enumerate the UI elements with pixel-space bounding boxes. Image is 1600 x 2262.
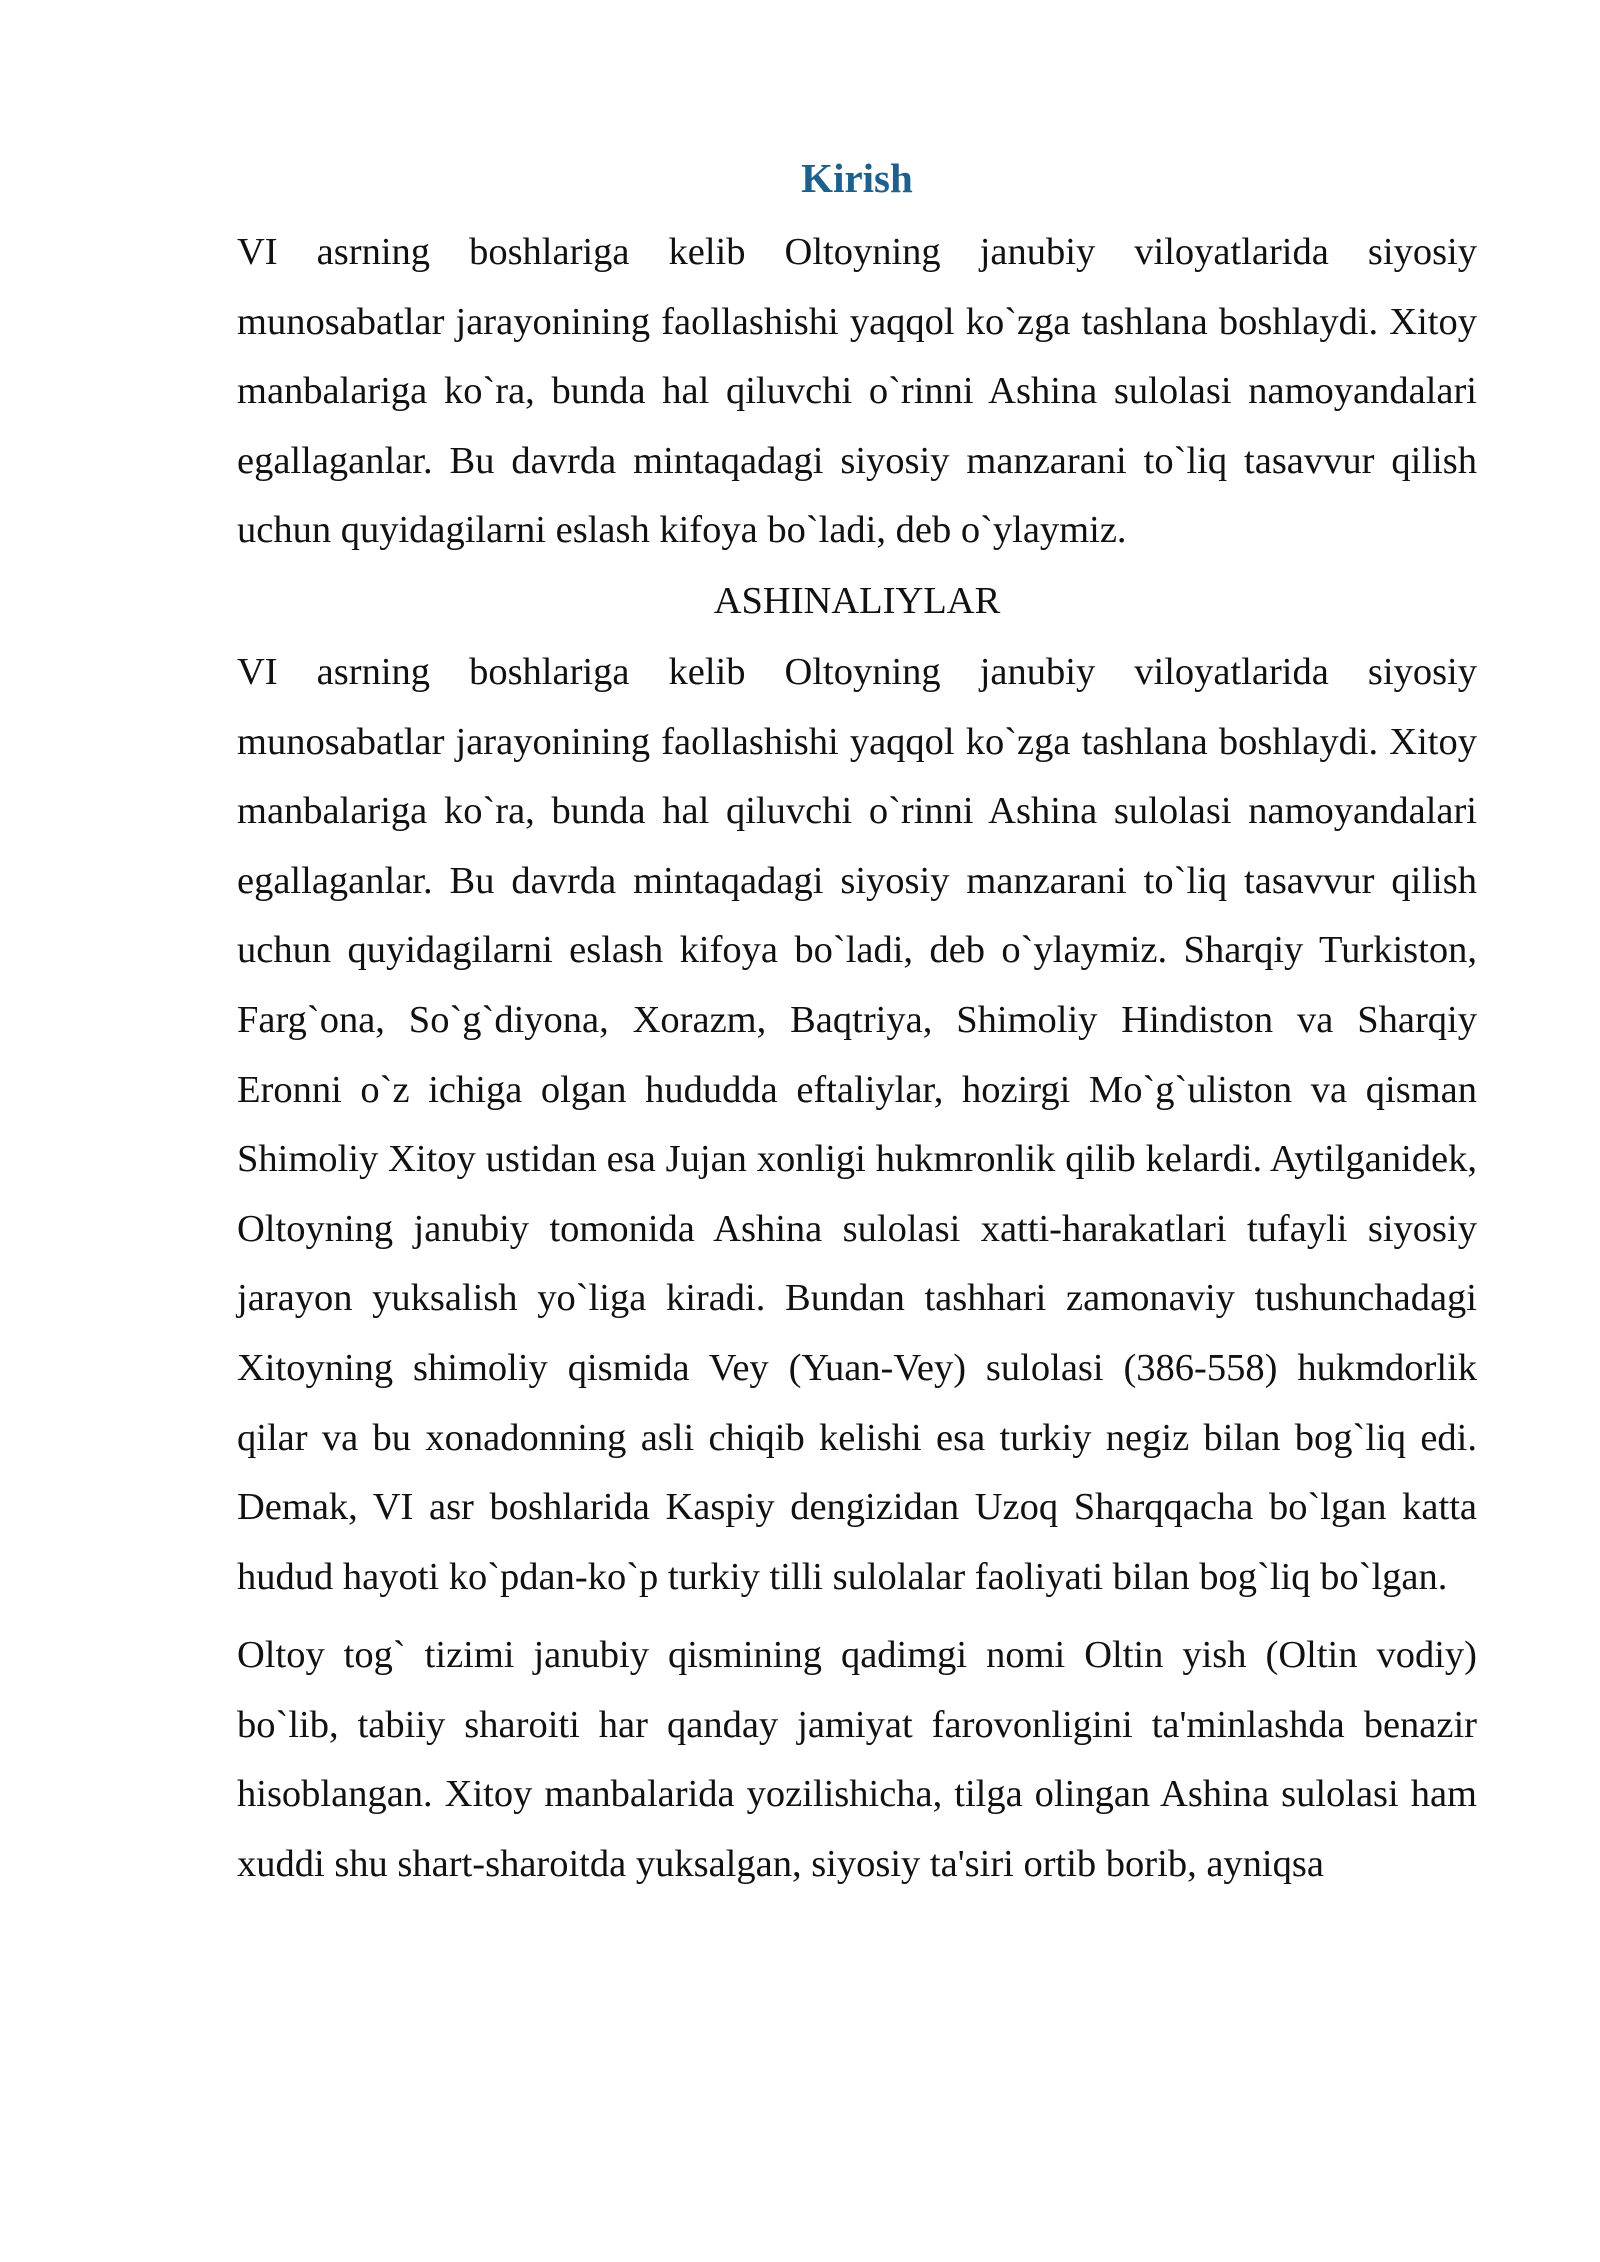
document-page bbox=[237, 148, 1477, 1900]
section-paragraph: Oltoy tog` tizimi janubiy qismining qadimgi nomi Oltin yish (Oltin vodiy) bo`lib, tabiiy sharoiti har qanday jamiyat farovonligini ta'minlashda benazir hisoblangan. Xitoy manbalarida yozilishicha, tilga olingan Ashina sulolasi ham xuddi shu shart-sharoitda yuksalgan, siyosiy ta'siri ortib borib, ayniqsa bbox=[237, 1634, 1477, 1886]
page-title: Kirish bbox=[801, 155, 913, 201]
section-paragraph: VI asrning boshlariga kelib Oltoyning janubiy viloyatlarida siyosiy munosabatlar jarayonining faollashishi yaqqol ko`zga tashlana boshlaydi. Xitoy manbalariga ko`ra, bunda hal qiluvchi o`rinni Ashina sulolasi namoyandalari egallaganlar. Bu davrda mintaqadagi siyosiy manzarani to`liq tasavvur qilish uchun quyidagilarni eslash kifoya bo`ladi, deb o`ylaymiz. Sharqiy Turkiston, Farg`ona, So`g`diyona, Xorazm, Baqtriya, Shimoliy Hindiston va Sharqiy Eronni o`z ichiga olgan hududda eftaliylar, hozirgi Mo`g`uliston va qisman Shimoliy Xitoy ustidan esa Jujan xonligi hukmronlik qilib kelardi. Aytilganidek, Oltoyning janubiy tomonida Ashina sulolasi xatti-harakatlari tufayli siyosiy jarayon yuksalish yo`liga kiradi. Bundan tashhari zamonaviy tushunchadagi Xitoyning shimoliy qismida Vey (Yuan-Vey) sulolasi (386-558) hukmdorlik qilar va bu xonadonning asli chiqib kelishi esa turkiy negiz bilan bog`liq edi. Demak, VI asr boshlarida Kaspiy dengizidan Uzoq Sharqqacha bo`lgan katta hudud hayoti ko`pdan-ko`p turkiy tilli sulolalar faoliyati bilan bog`liq bo`lgan. bbox=[237, 650, 1477, 1598]
section-heading: ASHINALIYLAR bbox=[713, 579, 1001, 622]
intro-paragraph: VI asrning boshlariga kelib Oltoyning janubiy viloyatlarida siyosiy munosabatlar jarayonining faollashishi yaqqol ko`zga tashlana boshlaydi. Xitoy manbalariga ko`ra, bunda hal qiluvchi o`rinni Ashina sulolasi namoyandalari egallaganlar. Bu davrda mintaqadagi siyosiy manzarani to`liq tasavvur qilish uchun quyidagilarni eslash kifoya bo`ladi, deb o`ylaymiz. bbox=[237, 231, 1477, 552]
